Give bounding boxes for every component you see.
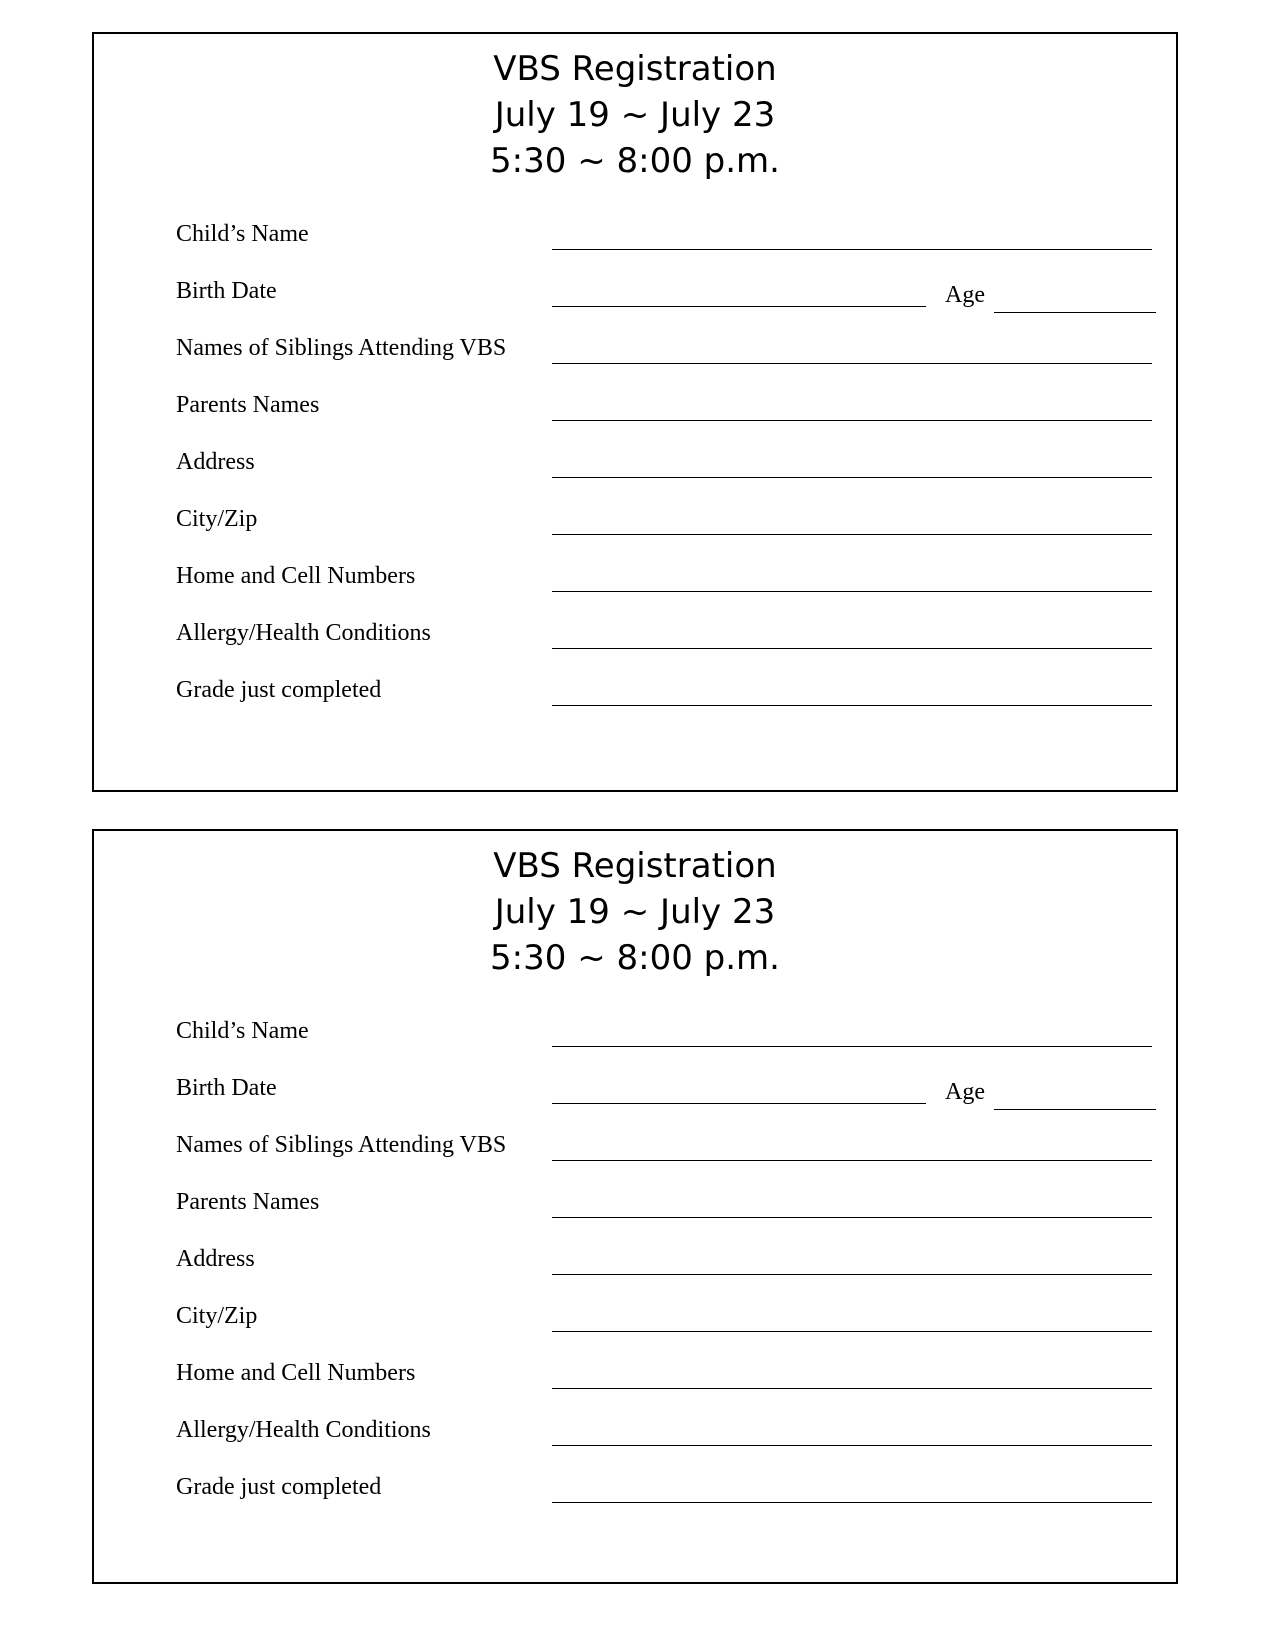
allergy-input-line[interactable] [552,1445,1152,1446]
birth-date-input-line[interactable] [552,306,926,307]
field-allergy [94,611,1176,651]
birth-date-input-line[interactable] [552,1103,926,1104]
field-allergy [94,1408,1176,1448]
field-grade [94,668,1176,708]
grade-input-line[interactable] [552,1502,1152,1503]
grade-label: Grade just completed [176,677,382,703]
registration-form-1 [92,32,1178,792]
field-address [94,440,1176,480]
form-dates: July 19 ~ July 23 [494,95,776,135]
age-input-line[interactable] [994,1109,1156,1110]
field-grade [94,1465,1176,1505]
field-parents [94,383,1176,423]
city-zip-label: City/Zip [176,1303,258,1329]
siblings-input-line[interactable] [552,1160,1152,1161]
form-time: 5:30 ~ 8:00 p.m. [490,141,780,181]
address-input-line[interactable] [552,1274,1152,1275]
phone-input-line[interactable] [552,1388,1152,1389]
address-label: Address [176,449,255,475]
birth-date-label: Birth Date [176,1075,277,1101]
form-time: 5:30 ~ 8:00 p.m. [490,938,780,978]
allergy-input-line[interactable] [552,648,1152,649]
child-name-label: Child’s Name [176,221,309,247]
siblings-label: Names of Siblings Attending VBS [176,1132,507,1158]
field-parents [94,1180,1176,1220]
field-child-name [94,1009,1176,1049]
child-name-input-line[interactable] [552,1046,1152,1047]
age-label: Age [945,282,985,308]
form-title: VBS Registration [493,49,777,89]
grade-label: Grade just completed [176,1474,382,1500]
registration-form-2 [92,829,1178,1584]
field-child-name [94,212,1176,252]
allergy-label: Allergy/Health Conditions [176,620,431,646]
phone-label: Home and Cell Numbers [176,563,416,589]
form-dates: July 19 ~ July 23 [494,892,776,932]
form-header [94,46,1176,184]
city-zip-input-line[interactable] [552,534,1152,535]
field-siblings [94,1123,1176,1163]
field-birth-date [94,1066,1176,1106]
siblings-label: Names of Siblings Attending VBS [176,335,507,361]
field-city-zip [94,497,1176,537]
city-zip-label: City/Zip [176,506,258,532]
phone-input-line[interactable] [552,591,1152,592]
parents-input-line[interactable] [552,1217,1152,1218]
address-label: Address [176,1246,255,1272]
field-phone [94,554,1176,594]
field-siblings [94,326,1176,366]
child-name-label: Child’s Name [176,1018,309,1044]
field-address [94,1237,1176,1277]
parents-label: Parents Names [176,1189,320,1215]
allergy-label: Allergy/Health Conditions [176,1417,431,1443]
age-input-line[interactable] [994,312,1156,313]
child-name-input-line[interactable] [552,249,1152,250]
grade-input-line[interactable] [552,705,1152,706]
city-zip-input-line[interactable] [552,1331,1152,1332]
phone-label: Home and Cell Numbers [176,1360,416,1386]
field-birth-date [94,269,1176,309]
field-phone [94,1351,1176,1391]
form-title: VBS Registration [493,846,777,886]
parents-input-line[interactable] [552,420,1152,421]
address-input-line[interactable] [552,477,1152,478]
age-label: Age [945,1079,985,1105]
parents-label: Parents Names [176,392,320,418]
form-header [94,843,1176,981]
siblings-input-line[interactable] [552,363,1152,364]
field-city-zip [94,1294,1176,1334]
birth-date-label: Birth Date [176,278,277,304]
